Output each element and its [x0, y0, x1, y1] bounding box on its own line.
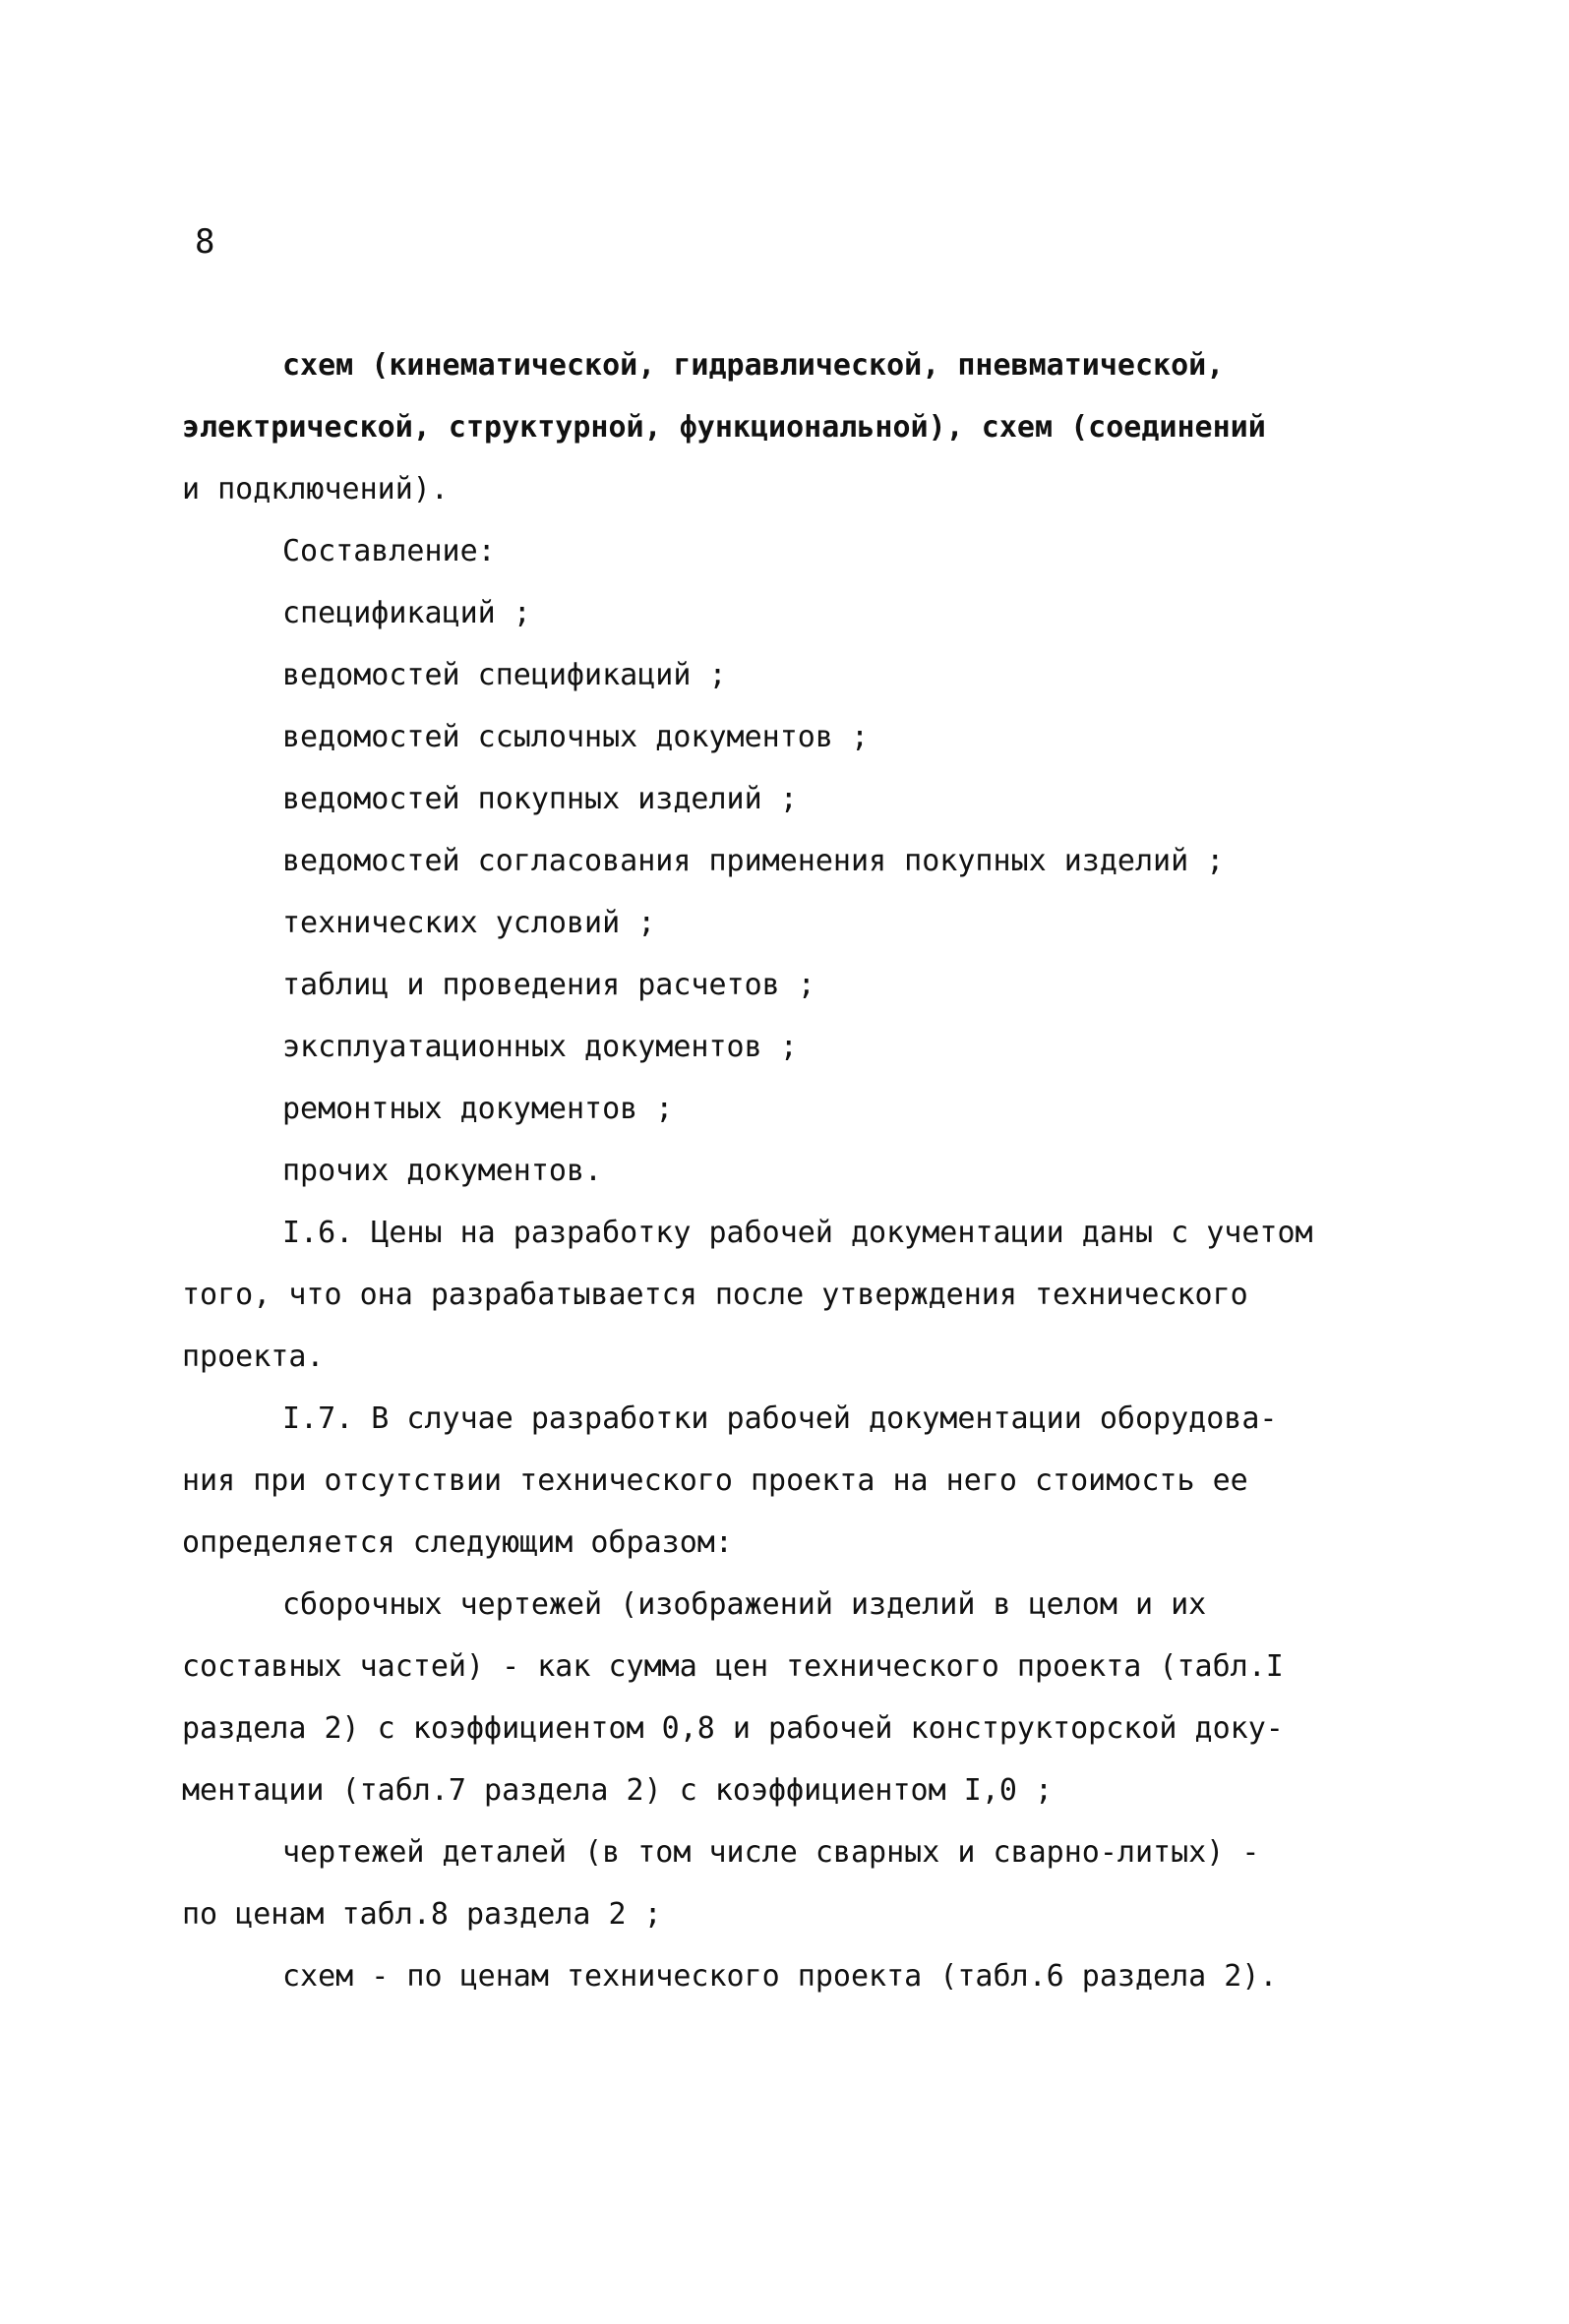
- text-line: схем (кинематической, гидравлической, пневматической,: [282, 348, 1225, 383]
- text-line: электрической, структурной, функциональной), схем (соединений: [182, 410, 1266, 445]
- text-line: и подключений).: [182, 472, 449, 507]
- text-line: проекта.: [182, 1340, 325, 1374]
- text-line: схем - по ценам технического проекта (табл.6 раздела 2).: [282, 1959, 1278, 1994]
- document-body: [182, 334, 1417, 2007]
- text-line: определяется следующим образом:: [182, 1525, 733, 1560]
- text-line: ведомостей спецификаций ;: [282, 658, 727, 692]
- text-line: ментации (табл.7 раздела 2) с коэффициентом I,0 ;: [182, 1773, 1054, 1808]
- text-line: Составление:: [282, 534, 496, 568]
- text-line: чертежей деталей (в том числе сварных и сварно-литых) -: [282, 1835, 1260, 1870]
- text-line: I.7. В случае разработки рабочей документации оборудова-: [282, 1401, 1278, 1436]
- text-line: ремонтных документов ;: [282, 1092, 674, 1126]
- text-line: сборочных чертежей (изображений изделий в целом и их: [282, 1587, 1207, 1622]
- text-line: спецификаций ;: [282, 596, 531, 630]
- text-line: ведомостей ссылочных документов ;: [282, 720, 870, 754]
- text-line: технических условий ;: [282, 906, 656, 940]
- text-line: составных частей) - как сумма цен технического проекта (табл.I: [182, 1649, 1284, 1684]
- text-line: таблиц и проведения расчетов ;: [282, 968, 815, 1002]
- text-line: ния при отсутствии технического проекта на него стоимость ее: [182, 1463, 1248, 1498]
- text-line: ведомостей покупных изделий ;: [282, 782, 798, 816]
- page-number: 8: [195, 222, 215, 262]
- text-line: раздела 2) с коэффициентом 0,8 и рабочей конструкторской доку-: [182, 1711, 1284, 1746]
- text-line: ведомостей согласования применения покупных изделий ;: [282, 844, 1225, 878]
- text-line: эксплуатационных документов ;: [282, 1030, 798, 1064]
- text-line: того, что она разрабатывается после утверждения технического: [182, 1278, 1248, 1312]
- text-line: по ценам табл.8 раздела 2 ;: [182, 1897, 662, 1932]
- text-line: I.6. Цены на разработку рабочей документации даны с учетом: [282, 1216, 1313, 1250]
- text-line: прочих документов.: [282, 1154, 603, 1188]
